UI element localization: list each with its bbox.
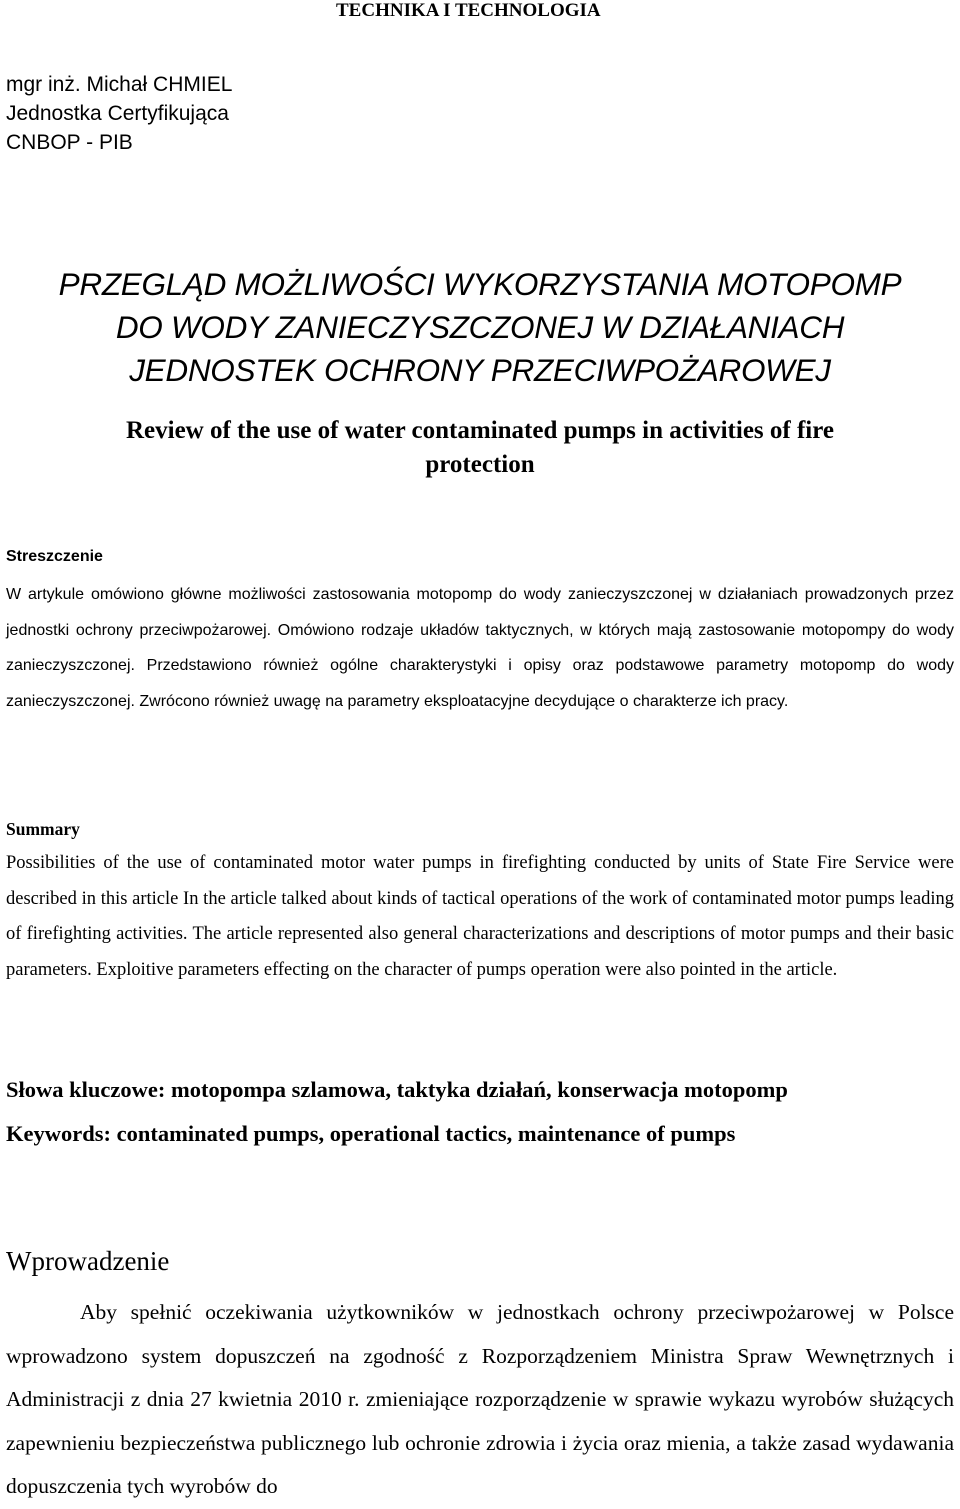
abstract-en-heading: Summary xyxy=(6,819,80,839)
author-block xyxy=(6,70,232,157)
abstract-pl-text: W artykule omówiono główne możliwości zastosowania motopomp do wody zanieczyszczonej w działaniach prowadzonych przez jednostki ochrony przeciwpożarowej. Omówiono rodzaje układów taktycznych, w których mają zastosowanie motopompy do wody zanieczyszczonej. Przedstawiono również ogólne charakterystyki i opisy oraz podstawowe parametry motopomp do wody zanieczyszczonej. Zwrócono również uwagę na parametry eksploatacyjne decydujące o charakterze ich pracy. xyxy=(6,586,954,710)
keywords-polish: Słowa kluczowe: motopompa szlamowa, taktyka działań, konserwacja motopomp xyxy=(6,1077,788,1102)
title-english-line-1: Review of the use of water contaminated pumps in activities of fire xyxy=(125,417,834,444)
introduction-heading: Wprowadzenie xyxy=(6,1246,170,1276)
abstract-en-text: Possibilities of the use of contaminated motor water pumps in firefighting conducted by units of State Fire Service were described in this article In the article talked about kinds of tactical operations of the work of contaminated motor pumps leading of firefighting activities. The article represented also general characterizations and descriptions of motor pumps and their basic parameters. Exploitive parameters effecting on the character of pumps operation were also pointed in the article. xyxy=(6,853,954,980)
author-unit: Jednostka Certyfikująca xyxy=(6,102,229,125)
title-polish xyxy=(0,263,960,392)
title-polish-line-1: PRZEGLĄD MOŻLIWOŚCI WYKORZYSTANIA MOTOPOMP xyxy=(58,266,902,302)
title-english xyxy=(0,414,960,482)
abstract-pl-heading: Streszczenie xyxy=(6,548,103,565)
introduction-text: Aby spełnić oczekiwania użytkowników w jednostkach ochrony przeciwpożarowej w Polsce wprowadzono system dopuszczeń na zgodność z Rozporządzeniem Ministra Spraw Wewnętrznych i Administracji z dnia 27 kwietnia 2010 r. zmieniające rozporządzenie w sprawie wykazu wyrobów służących zapewnieniu bezpieczeństwa publicznego lub ochronie zdrowia i życia oraz mienia, a także zasad wydawania dopuszczenia tych wyrobów do xyxy=(6,1300,954,1498)
journal-section-header: TECHNIKA I TECHNOLOGIA xyxy=(336,0,601,21)
author-name: mgr inż. Michał CHMIEL xyxy=(6,73,233,96)
title-polish-line-2: DO WODY ZANIECZYSZCZONEJ W DZIAŁANIACH xyxy=(115,309,845,345)
keywords-english: Keywords: contaminated pumps, operational tactics, maintenance of pumps xyxy=(6,1121,736,1146)
author-institution: CNBOP - PIB xyxy=(6,131,133,154)
title-english-line-2: protection xyxy=(425,451,535,478)
title-polish-line-3: JEDNOSTEK OCHRONY PRZECIWPOŻAROWEJ xyxy=(129,352,831,388)
